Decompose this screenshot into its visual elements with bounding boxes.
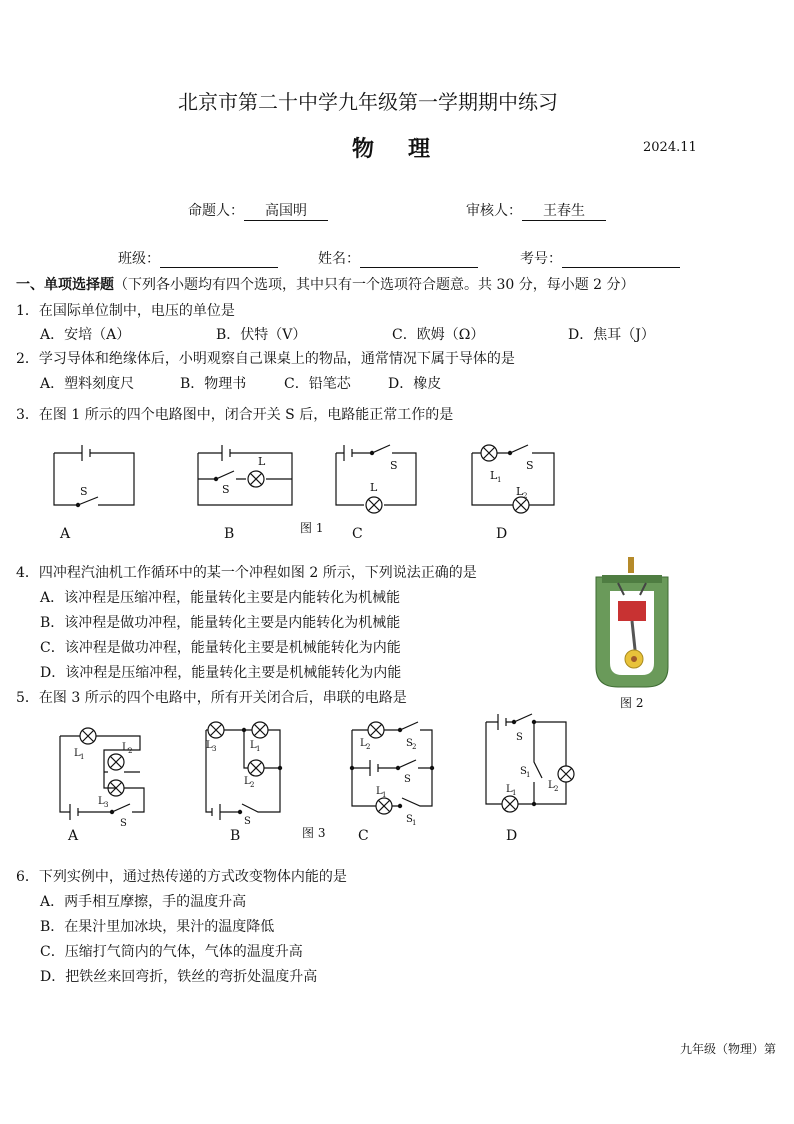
figure3-c-l2-label: L: [360, 738, 367, 749]
figure3-b-l3-label: L: [206, 740, 213, 751]
q6-option-a[interactable]: A．两手相互摩擦，手的温度升高: [40, 894, 247, 910]
figure1-label-d: D: [496, 526, 508, 542]
q5-stem: 5．在图 3 所示的四个电路中，所有开关闭合后，串联的电路是: [16, 690, 407, 706]
figure3-a-l2-label: L: [122, 742, 129, 753]
figure1-c-switch-label: S: [390, 459, 398, 472]
figure1-label-b: B: [224, 526, 235, 542]
exam-no-field: [520, 248, 680, 268]
figure3-b-switch-label: S: [244, 816, 251, 827]
figure3-circuit-a: [60, 728, 144, 829]
q1-option-a[interactable]: A．安培（A）: [40, 327, 131, 343]
exam-no-blank[interactable]: [562, 251, 680, 268]
figure-2: [588, 555, 680, 715]
class-field: [118, 248, 278, 268]
figure3-caption: 图 3: [302, 826, 326, 840]
figure3-c-l1-label: L: [376, 786, 383, 797]
figure1-b-lamp-label: L: [258, 455, 266, 468]
figure3-a-l1-label: L: [74, 748, 81, 759]
figure3-c-s2-sub: 2: [412, 743, 417, 751]
figure1-d-lamp2-label: L: [516, 485, 524, 498]
figure3-a-l1-sub: 1: [80, 753, 85, 761]
setter-field: [188, 200, 328, 221]
q1-option-b[interactable]: B．伏特（V）: [216, 327, 307, 343]
figure3-circuit-d: [486, 714, 574, 812]
figure3-c-s1-label: S: [406, 814, 413, 825]
subject-title: 物 理: [352, 136, 437, 162]
reviewer-label: 审核人：: [466, 203, 522, 219]
class-blank[interactable]: [160, 251, 278, 268]
figure3-label-d: D: [506, 828, 518, 844]
figure3-d-l2-label: L: [548, 780, 555, 791]
figure3-circuit-b: [206, 722, 282, 827]
exam-date: 2024.11: [643, 140, 697, 155]
figure3-b-l1-sub: 1: [256, 745, 261, 753]
figure3-c-switch-label: S: [404, 774, 411, 785]
section1-heading: 一、单项选择题: [16, 277, 114, 293]
q6-option-b[interactable]: B．在果汁里加冰块，果汁的温度降低: [40, 919, 275, 935]
figure1-d-switch-label: S: [526, 459, 534, 472]
name-label: 姓名：: [318, 251, 360, 267]
figure1-circuit-a: [54, 445, 134, 507]
page-footer: 九年级（物理）第: [680, 1042, 777, 1056]
figure3-label-c: C: [358, 828, 369, 844]
q4-option-b[interactable]: B．该冲程是做功冲程，能量转化主要是内能转化为机械能: [40, 615, 401, 631]
figure3-a-l3-label: L: [98, 796, 105, 807]
q2-option-a[interactable]: A．塑料刻度尺: [40, 376, 135, 392]
figure3-b-l2-label: L: [244, 776, 251, 787]
figure3-a-l2-sub: 2: [128, 747, 133, 755]
figure1-d-lamp2-subscript: 2: [523, 492, 528, 500]
figure3-a-switch-label: S: [120, 818, 127, 829]
figure3-label-b: B: [230, 828, 241, 844]
q4-option-c[interactable]: C．该冲程是做功冲程，能量转化主要是机械能转化为内能: [40, 640, 401, 656]
figure3-d-l1-sub: 1: [512, 789, 517, 797]
setter-name: 高国明: [244, 200, 328, 221]
figure3-c-l1-sub: 1: [382, 791, 387, 799]
figure3-b-l3-sub: 3: [212, 745, 217, 753]
q1-option-d[interactable]: D．焦耳（J）: [568, 327, 655, 343]
figure1-circuit-c: [336, 445, 416, 513]
figure3-a-l3-sub: 3: [104, 801, 109, 809]
exam-no-label: 考号：: [520, 251, 562, 267]
figure1-caption: 图 1: [300, 521, 324, 535]
figure-1: [40, 435, 580, 547]
q1-stem: 1．在国际单位制中，电压的单位是: [16, 303, 235, 319]
q1-option-c[interactable]: C．欧姆（Ω）: [392, 327, 485, 343]
q2-stem: 2．学习导体和绝缘体后，小明观察自己课桌上的物品，通常情况下属于导体的是: [16, 351, 515, 367]
figure1-b-switch-label: S: [222, 483, 230, 496]
q4-option-d[interactable]: D．该冲程是压缩冲程，能量转化主要是机械能转化为内能: [40, 665, 402, 681]
q6-stem: 6．下列实例中，通过热传递的方式改变物体内能的是: [16, 869, 347, 885]
figure3-d-s1-label: S: [520, 766, 527, 777]
exam-title: 北京市第二十中学九年级第一学期期中练习: [178, 90, 558, 114]
name-blank[interactable]: [360, 251, 478, 268]
figure1-c-lamp-label: L: [370, 481, 378, 494]
figure3-d-switch-label: S: [516, 732, 523, 743]
class-label: 班级：: [118, 251, 160, 267]
figure1-a-switch-label: S: [80, 485, 88, 498]
figure3-c-l2-sub: 2: [366, 743, 371, 751]
figure3-circuit-c: [350, 722, 433, 827]
figure3-d-l1-label: L: [506, 784, 513, 795]
figure3-d-l2-sub: 2: [554, 785, 559, 793]
figure1-d-lamp1-label: L: [490, 469, 498, 482]
q2-option-d[interactable]: D．橡皮: [388, 376, 442, 392]
figure3-c-s2-label: S: [406, 738, 413, 749]
section1-instructions: （下列各小题均有四个选项，其中只有一个选项符合题意。共 30 分，每小题 2 分）: [114, 277, 635, 293]
figure2-caption: 图 2: [620, 696, 644, 710]
figure3-c-s1-sub: 1: [412, 819, 417, 827]
q4-stem: 4．四冲程汽油机工作循环中的某一个冲程如图 2 所示，下列说法正确的是: [16, 565, 477, 581]
q3-stem: 3．在图 1 所示的四个电路图中，闭合开关 S 后，电路能正常工作的是: [16, 407, 454, 423]
figure1-label-a: A: [60, 526, 71, 542]
section1-header: [16, 274, 635, 294]
figure1-label-c: C: [352, 526, 363, 542]
reviewer-field: [466, 200, 606, 221]
engine-cylinder-illustration: [596, 557, 668, 687]
figure3-b-l1-label: L: [250, 740, 257, 751]
figure1-circuit-b: [198, 445, 292, 505]
name-field: [318, 248, 478, 268]
q2-option-b[interactable]: B．物理书: [180, 376, 247, 392]
reviewer-name: 王春生: [522, 200, 606, 221]
q6-option-c[interactable]: C．压缩打气筒内的气体，气体的温度升高: [40, 944, 303, 960]
figure1-d-lamp1-subscript: 1: [497, 476, 502, 484]
figure3-b-l2-sub: 2: [250, 781, 255, 789]
q4-option-a[interactable]: A．该冲程是压缩冲程，能量转化主要是内能转化为机械能: [40, 590, 401, 606]
q6-option-d[interactable]: D．把铁丝来回弯折，铁丝的弯折处温度升高: [40, 969, 318, 985]
figure3-label-a: A: [68, 828, 79, 844]
figure1-circuit-d: [472, 445, 554, 513]
setter-label: 命题人：: [188, 203, 244, 219]
q2-option-c[interactable]: C．铅笔芯: [284, 376, 351, 392]
figure-3: [40, 712, 600, 847]
figure3-d-s1-sub: 1: [526, 771, 531, 779]
